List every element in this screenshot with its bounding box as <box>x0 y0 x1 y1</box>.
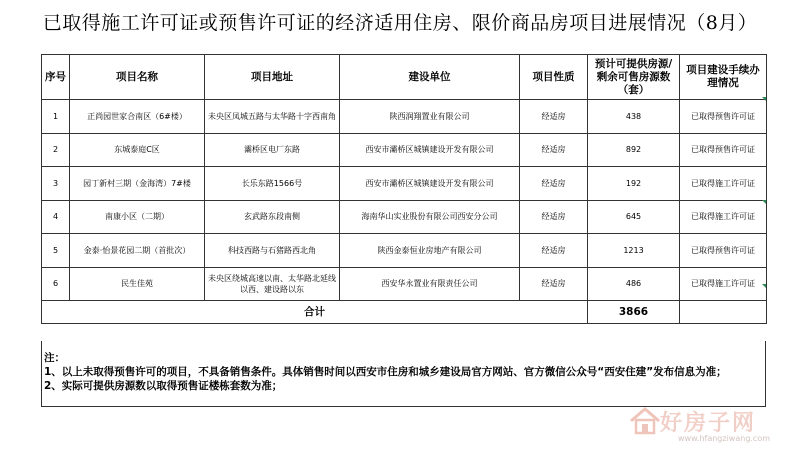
cell-type: 经适房 <box>520 234 588 268</box>
header-units: 预计可提供房源/剩余可售房源数（套） <box>588 55 680 100</box>
cell-name: 民生佳苑 <box>70 267 205 301</box>
cell-status: 已取得预售许可证 <box>680 100 767 134</box>
cell-units: 892 <box>588 133 680 167</box>
cell-no: 6 <box>42 267 70 301</box>
cell-units: 192 <box>588 167 680 201</box>
header-developer: 建设单位 <box>340 55 520 100</box>
table-header-row <box>42 55 767 100</box>
header-address: 项目地址 <box>205 55 340 100</box>
cell-status: 已取得施工许可证 <box>680 200 767 234</box>
cell-units: 486 <box>588 267 680 301</box>
cell-no: 2 <box>42 133 70 167</box>
cell-status: 已取得预售许可证 <box>680 133 767 167</box>
cell-units: 1213 <box>588 234 680 268</box>
notes-block <box>41 341 766 407</box>
page-title: 已取得施工许可证或预售许可证的经济适用住房、限价商品房项目进展情况（8月） <box>42 12 758 34</box>
cell-developer: 西安市灞桥区城镇建设开发有限公司 <box>340 133 520 167</box>
cell-no: 5 <box>42 234 70 268</box>
cell-name: 正尚园世家合南区（6#楼） <box>70 100 205 134</box>
cell-address: 未央区绕城高速以南、太华路北延线以西、建设路以东 <box>205 267 340 301</box>
cell-name: 东城泰庭C区 <box>70 133 205 167</box>
cell-name: 金泰·怡景花园二期（首批次） <box>70 234 205 268</box>
cell-address: 长乐东路1566号 <box>205 167 340 201</box>
cell-address: 灞桥区电厂东路 <box>205 133 340 167</box>
project-table <box>41 54 767 324</box>
cell-type: 经适房 <box>520 200 588 234</box>
watermark-text: 好房子网 <box>660 410 757 436</box>
cell-address: 科技西路与石猪路西北角 <box>205 234 340 268</box>
cell-address: 玄武路东段南侧 <box>205 200 340 234</box>
cell-no: 4 <box>42 200 70 234</box>
table-row <box>42 133 767 167</box>
cell-developer: 西安市灞桥区城镇建设开发有限公司 <box>340 167 520 201</box>
comment-marker-icon <box>762 97 766 101</box>
cell-units: 438 <box>588 100 680 134</box>
note-item: 1、以上未取得预售许可的项目，不具备销售条件。具体销售时间以西安市住房和城乡建设局官方网站、官方微信公众号“西安住建”发布信息为准； <box>44 366 727 378</box>
header-type: 项目性质 <box>520 55 588 100</box>
cell-status: 已取得预售许可证 <box>680 234 767 268</box>
comment-marker-icon <box>762 200 766 204</box>
comment-marker-icon <box>762 284 766 288</box>
note-item: 2、实际可提供房源数以取得预售证楼栋套数为准； <box>44 380 283 392</box>
cell-status: 已取得施工许可证 <box>680 167 767 201</box>
table-row <box>42 167 767 201</box>
watermark <box>628 402 778 448</box>
total-row <box>42 301 767 324</box>
header-name: 项目名称 <box>70 55 205 100</box>
cell-type: 经适房 <box>520 167 588 201</box>
total-label: 合计 <box>42 301 588 324</box>
cell-status: 已取得施工许可证 <box>680 267 767 301</box>
cell-no: 1 <box>42 100 70 134</box>
table-row <box>42 267 767 301</box>
cell-type: 经适房 <box>520 267 588 301</box>
cell-type: 经适房 <box>520 133 588 167</box>
notes-heading: 注： <box>44 352 65 364</box>
cell-developer: 西安华永置业有限责任公司 <box>340 267 520 301</box>
cell-developer: 海南华山实业股份有限公司西安分公司 <box>340 200 520 234</box>
table-row <box>42 200 767 234</box>
cell-address: 未央区凤城五路与太华路十字西南角 <box>205 100 340 134</box>
cell-developer: 陕西金泰恒业房地产有限公司 <box>340 234 520 268</box>
cell-name: 园丁新村三期（金海湾）7#楼 <box>70 167 205 201</box>
total-value: 3866 <box>588 301 680 324</box>
total-empty-cell <box>680 301 767 324</box>
cell-name: 南康小区（二期） <box>70 200 205 234</box>
cell-developer: 陕西润翔置业有限公司 <box>340 100 520 134</box>
table-row <box>42 100 767 134</box>
cell-no: 3 <box>42 167 70 201</box>
header-status: 项目建设手续办理情况 <box>680 55 767 100</box>
watermark-url: www.hfangziwang.com <box>678 434 771 443</box>
cell-units: 645 <box>588 200 680 234</box>
house-logo-icon <box>628 406 662 436</box>
header-no: 序号 <box>42 55 70 100</box>
table-row <box>42 234 767 268</box>
cell-type: 经适房 <box>520 100 588 134</box>
